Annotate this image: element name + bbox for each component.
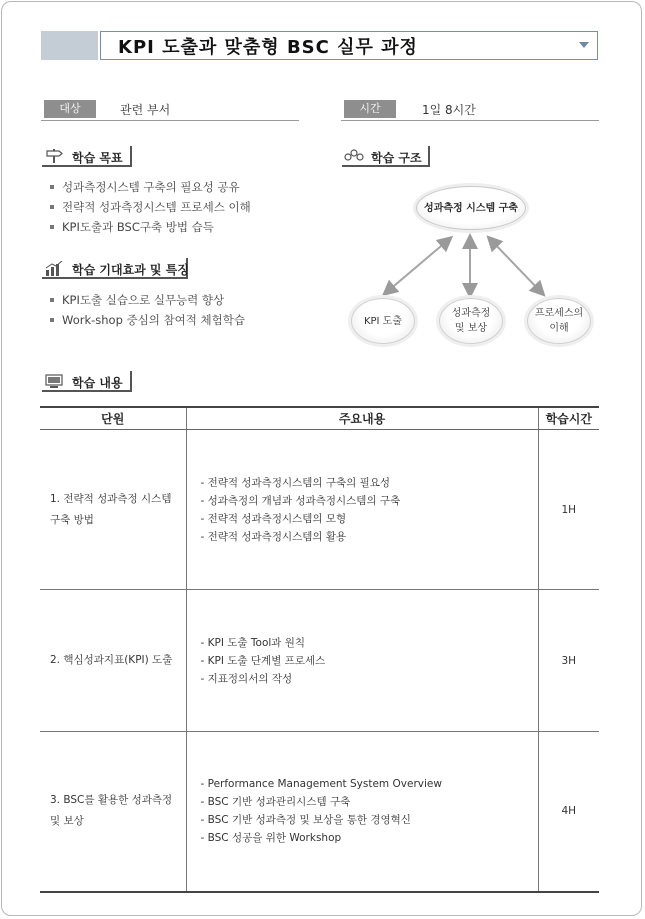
list-item: Work-shop 중심의 참여적 체험학습: [48, 310, 245, 330]
unit-cell: 2. 핵심성과지표(KPI) 도출: [40, 590, 186, 732]
structure-node-measurement: 성과측정 및 보상: [439, 298, 503, 344]
structure-center-node: 성과측정 시스템 구축: [416, 186, 526, 230]
content-heading: 학습 내용: [72, 376, 123, 390]
unit-cell: 3. BSC를 활용한 성과측정 및 보상: [40, 732, 186, 892]
structure-node-kpi: KPI 도출: [351, 298, 415, 344]
goals-list: [48, 177, 251, 237]
items-cell: - 전략적 성과측정시스템의 구축의 필요성 - 성과측정의 개념과 성과측정시스템의 구축 - 전략적 성과측정시스템의 모형 - 전략적 성과측정시스템의 활용: [186, 430, 538, 590]
link-icon: [344, 149, 364, 162]
target-value: 관련 부서: [120, 103, 171, 117]
time-value: 1일 8시간: [422, 103, 476, 117]
structure-heading: 학습 구조: [371, 151, 422, 165]
list-item: KPI도출 실습으로 실무능력 향상: [48, 290, 245, 310]
content-table: [40, 406, 599, 893]
unit-cell: 1. 전략적 성과측정 시스템 구축 방법: [40, 430, 186, 590]
column-header: 학습시간: [538, 407, 599, 430]
hours-cell: 3H: [538, 590, 599, 732]
monitor-icon: [45, 374, 63, 388]
list-item: 전략적 성과측정시스템 프로세스 이해: [48, 197, 251, 217]
hours-cell: 4H: [538, 732, 599, 892]
time-label: 시간: [344, 100, 396, 118]
page-title: KPI 도출과 맞춤형 BSC 실무 과정: [118, 37, 418, 58]
dropdown-arrow-icon[interactable]: [579, 42, 589, 48]
divider: [341, 120, 599, 121]
target-label: 대상: [44, 100, 96, 118]
column-header: 단원: [40, 407, 186, 430]
title-tab-decoration: [41, 31, 98, 60]
goals-heading: 학습 목표: [72, 151, 123, 165]
effects-heading: 학습 기대효과 및 특징: [72, 263, 189, 277]
column-header: 주요내용: [186, 407, 538, 430]
bullet-icon: [50, 205, 54, 209]
bullet-icon: [50, 225, 54, 229]
list-item: 성과측정시스템 구축의 필요성 공유: [48, 177, 251, 197]
structure-node-process: 프로세스의 이해: [527, 298, 591, 344]
table-row: [40, 430, 599, 590]
table-row: [40, 590, 599, 732]
bullet-icon: [50, 298, 54, 302]
bar-chart-icon: [45, 261, 63, 276]
list-item: KPI도출과 BSC구축 방법 습득: [48, 217, 251, 237]
structure-arrows: [340, 225, 600, 305]
items-cell: - Performance Management System Overview - BSC 기반 성과관리시스템 구축 - BSC 기반 성과측정 및 보상을 통한 경영혁신 - BSC 성공을 위한 Workshop: [186, 732, 538, 892]
bullet-icon: [50, 185, 54, 189]
hours-cell: 1H: [538, 430, 599, 590]
effects-list: [48, 290, 245, 330]
table-row: [40, 732, 599, 892]
divider: [41, 120, 299, 121]
signpost-icon: [45, 148, 63, 163]
items-cell: - KPI 도출 Tool과 원칙 - KPI 도출 단계별 프로세스 - 지표정의서의 작성: [186, 590, 538, 732]
bullet-icon: [50, 318, 54, 322]
table-header-row: [40, 407, 599, 430]
